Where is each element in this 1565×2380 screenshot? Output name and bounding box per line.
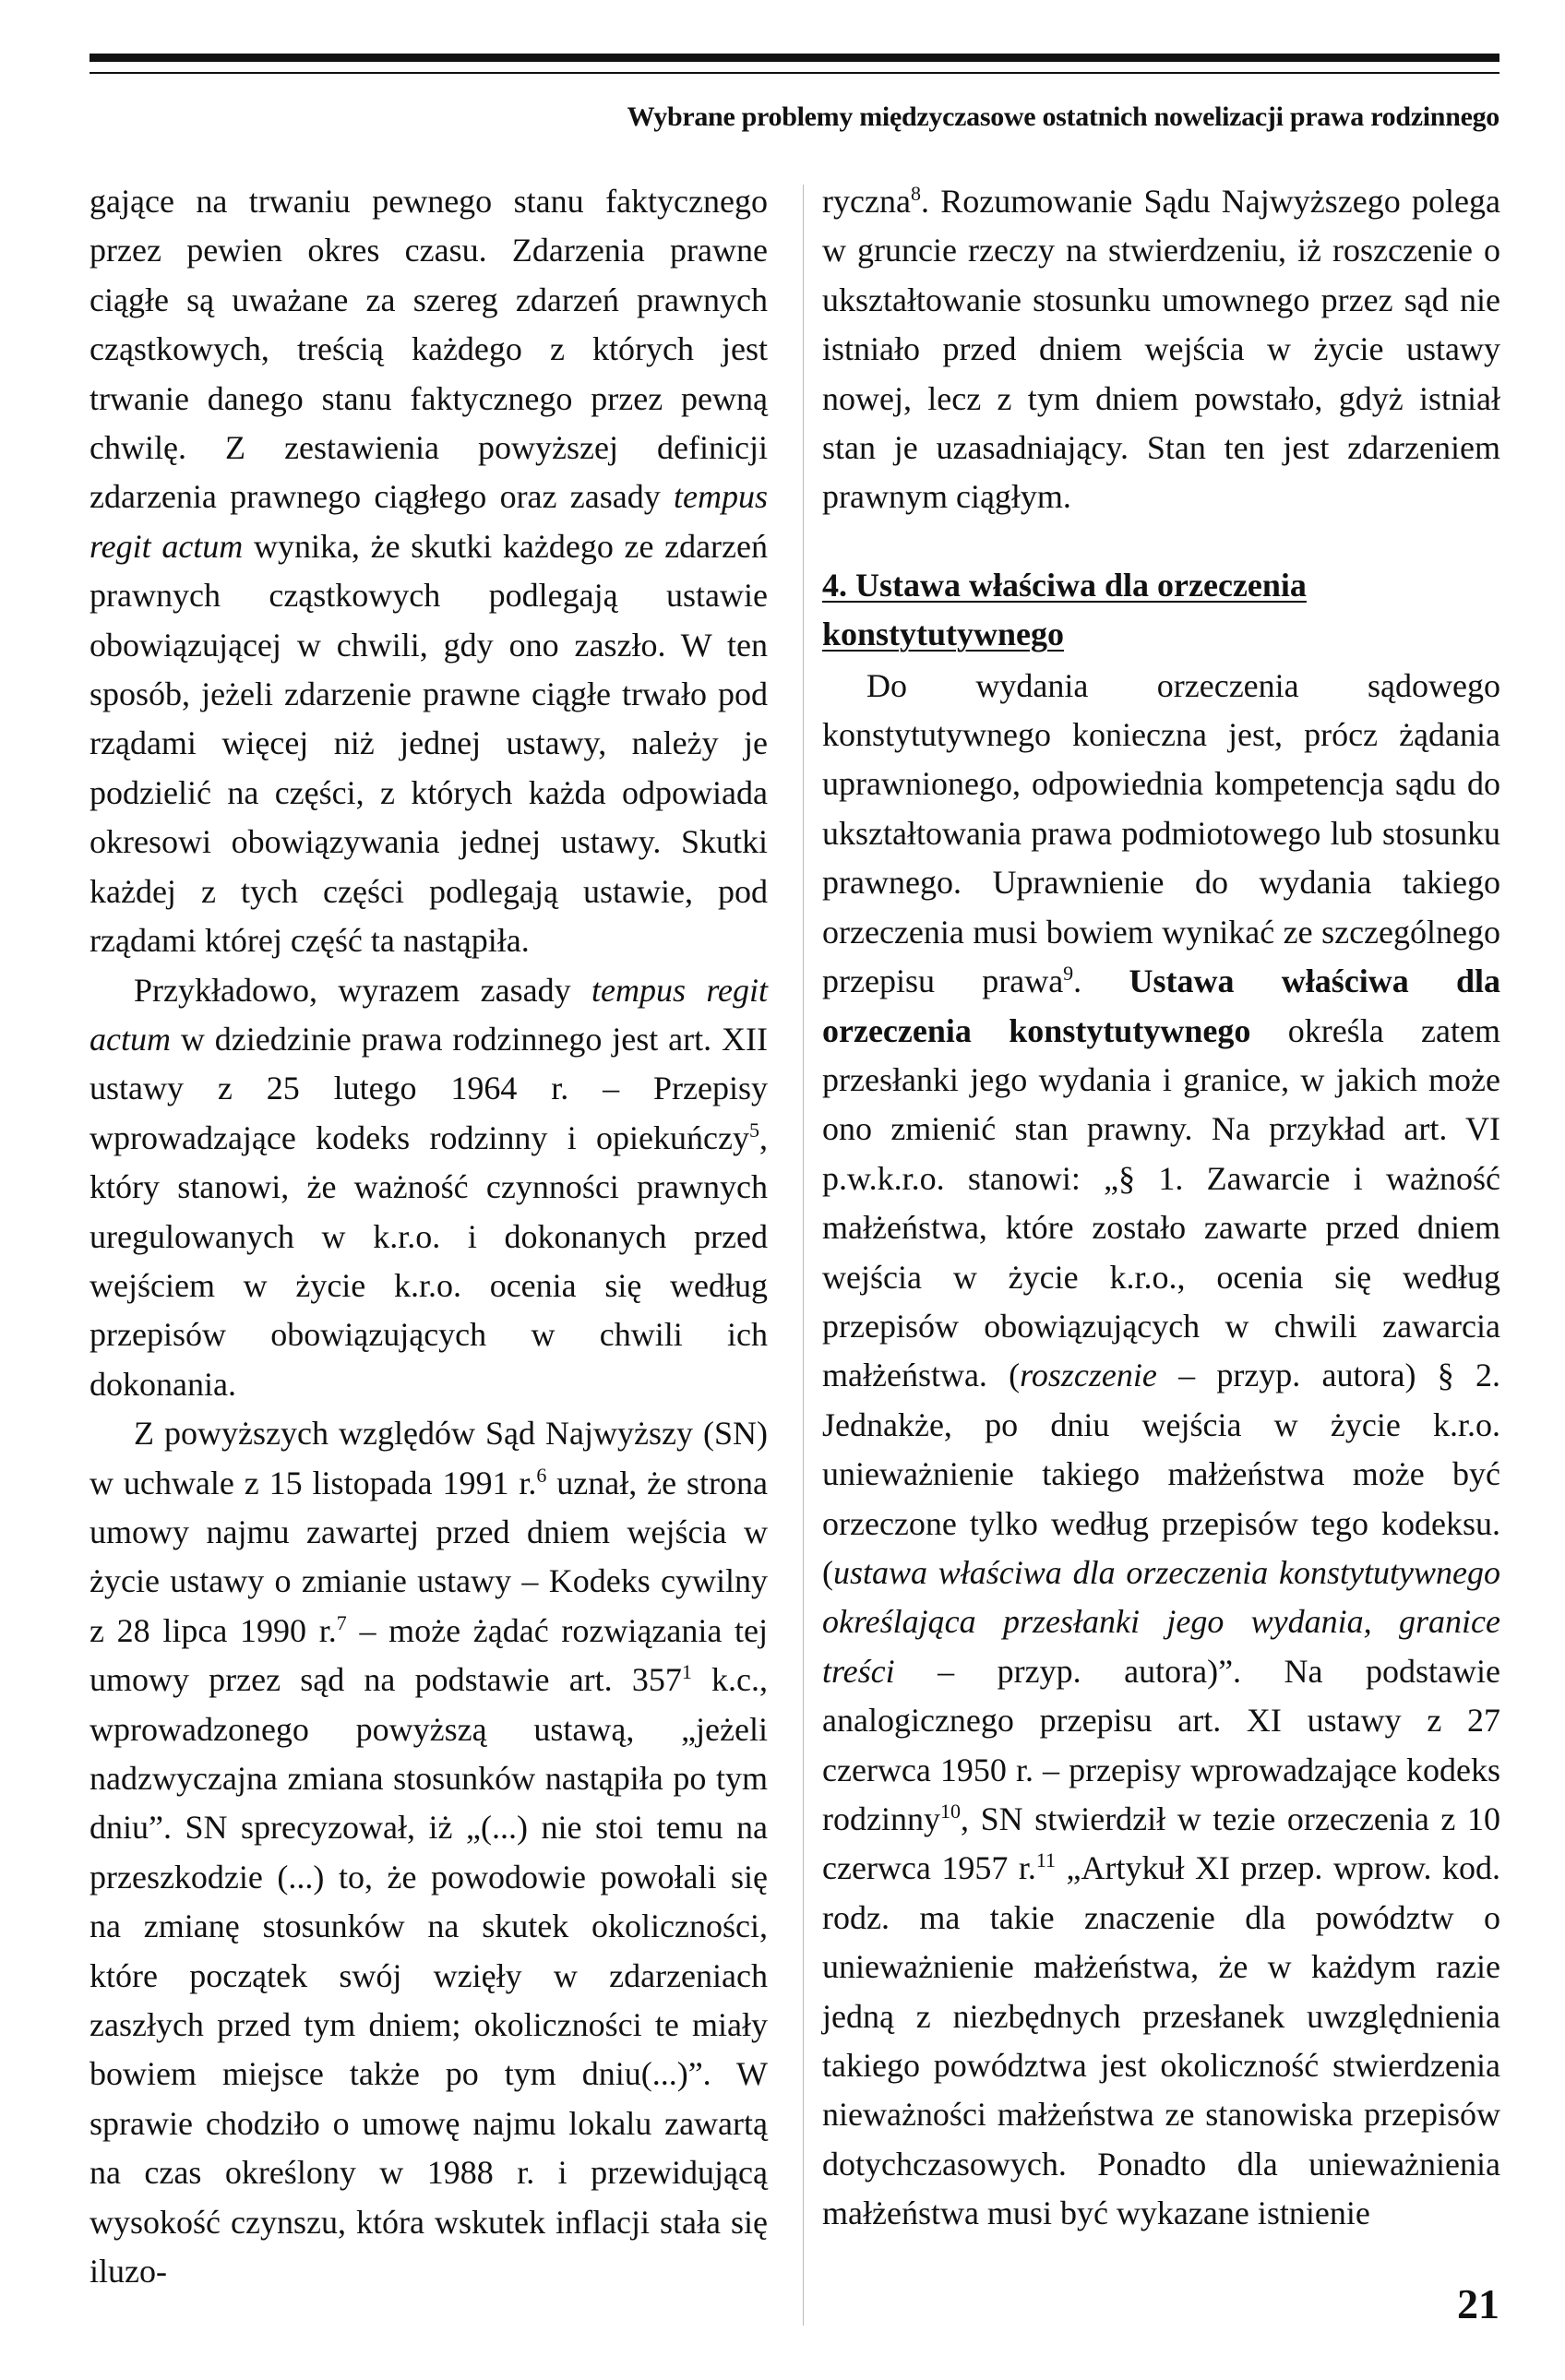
footnote-ref-7: 7 bbox=[336, 1610, 347, 1634]
left-paragraph-1 bbox=[90, 177, 768, 966]
footnote-ref-6: 6 bbox=[536, 1463, 547, 1487]
text-run: Z powyższych względów Sąd Najwyższy (SN) w uchwale z 15 listopada 1991 r. bbox=[90, 1415, 768, 1501]
right-paragraph-2 bbox=[822, 662, 1500, 2239]
italic-note: roszczenie bbox=[1020, 1357, 1157, 1394]
footnote-ref-5: 5 bbox=[749, 1118, 759, 1142]
text-run: Do wydania orzeczenia sądowego konstytutywnego konieczna jest, prócz żądania uprawnionego, odpowiednia kompetencja sądu do ukształtowania prawa podmiotowego lub stosunku prawnego. Uprawnienie do wydania takiego orzeczenia musi bowiem wynikać ze szczególnego przepisu prawa bbox=[822, 666, 1500, 1000]
text-run: . Rozumowanie Sądu Najwyższego polega w gruncie rzeczy na stwierdzeniu, iż roszczenie o ukształtowanie stosunku umownego przez sąd nie istniało przed dniem wejścia w życie ustawy nowej, lecz z tym dniem powstało, gdyż istniał stan je uzasadniający. Stan ten jest zdarzeniem prawnym ciągłym. bbox=[822, 183, 1500, 516]
text-run: gające na trwaniu pewnego stanu faktycznego przez pewien okres czasu. Zdarzenia prawne ciągłe są uważane za szereg zdarzeń prawnych cząstkowych, treścią każdego z których jest trwanie danego stanu faktycznego przez pewną chwilę. Z zestawienia powyższej definicji zdarzenia prawnego ciągłego oraz zasady bbox=[90, 183, 768, 516]
footnote-ref-8: 8 bbox=[910, 182, 921, 205]
column-divider bbox=[803, 185, 804, 2326]
text-run: wynika, że skutki każdego ze zdarzeń prawnych cząstkowych podlegają ustawie obowiązującej w chwili, gdy ono zaszło. W ten sposób, jeżeli zdarzenie prawne ciągłe trwało pod rządami więcej niż jednej ustawy, należy je podzielić na części, z których każda odpowiada okresowi obowiązywania jednej ustawy. Skutki każdej z tych części podlegają ustawie, pod rządami której część ta nastąpiła. bbox=[90, 527, 768, 960]
text-run: Przykładowo, wyrazem zasady bbox=[134, 971, 591, 1009]
text-run: – może żądać rozwiązania tej umowy przez sąd na podstawie art. 357 bbox=[90, 1611, 768, 1699]
header-rule-thin bbox=[90, 72, 1499, 74]
text-run: ryczna bbox=[822, 183, 911, 220]
text-run: , który stanowi, że ważność czynności prawnych uregulowanych w k.r.o. i dokonanych przed wejściem w życie k.r.o. ocenia się według przepisów obowiązujących w chwili ich dokonania. bbox=[90, 1118, 768, 1403]
text-run: , SN stwierdził w tezie orzeczenia z 10 czerwca 1957 r. bbox=[822, 1800, 1500, 1887]
text-run: w dziedzinie prawa rodzinnego jest art. XII ustawy z 25 lutego 1964 r. – Przepisy wprowadzające kodeks rodzinny i opiekuńczy bbox=[90, 1020, 768, 1156]
left-paragraph-2 bbox=[90, 966, 768, 1410]
left-paragraph-3 bbox=[90, 1409, 768, 2296]
text-run: . bbox=[1073, 963, 1129, 1000]
text-run: k.c., wprowadzonego powyższą ustawą, „jeżeli nadzwyczajna zmiana stosunków nastąpiła po tym dniu”. SN sprecyzował, iż „(...) nie stoi temu na przeszkodzie (...) to, że powodowie powołali się na zmianę stosunków na skutek okoliczności, które początek swój wzięły w zdarzeniach zaszłych przed tym dniem; okoliczności te miały bowiem miejsce także po tym dniu(...)”. W sprawie chodziło o umowę najmu lokalu zawartą na czas określony w 1988 r. i przewidującą wysokość czynszu, która wskutek inflacji stała się iluzo- bbox=[90, 1661, 769, 2290]
italic-note: ustawa właściwa dla orzeczenia konstytutywnego określająca przesłanki jego wydania, granice treści bbox=[822, 1553, 1500, 1690]
footnote-ref-11: 11 bbox=[1035, 1848, 1057, 1872]
text-run: – przyp. autora) § 2. Jednakże, po dniu wejścia w życie k.r.o. unieważnienie takiego małżeństwa może być orzeczone tylko według przepisów tego kodeksu. ( bbox=[822, 1357, 1500, 1591]
text-run: „Artykuł XI przep. wprow. kod. rodz. ma takie znaczenie dla powództw o unieważnienie małżeństwa, że w każdym razie jedną z niezbędnych przesłanek uwzględnienia takiego powództwa jest okoliczność stwierdzenia nieważności małżeństwa ze stanowiska przepisów dotychczasowych. Ponadto dla unieważnienia małżeństwa musi być wykazane istnienie bbox=[822, 1849, 1501, 2232]
italic-term: tempus regit actum bbox=[90, 478, 768, 565]
italic-term: tempus regit actum bbox=[90, 971, 768, 1058]
right-column bbox=[822, 177, 1500, 2239]
left-column bbox=[90, 177, 768, 2296]
bold-term: Ustawa właściwa dla orzeczenia konstytutywnego bbox=[822, 963, 1500, 1049]
page-number: 21 bbox=[1457, 2280, 1499, 2327]
right-paragraph-1 bbox=[822, 177, 1500, 522]
text-run: uznał, że strona umowy najmu zawartej przed dniem wejścia w życie ustawy o zmianie ustawy – Kodeks cywilny z 28 lipca 1990 r. bbox=[90, 1464, 768, 1649]
running-head: Wybrane problemy międzyczasowe ostatnich nowelizacji prawa rodzinnego bbox=[627, 102, 1499, 132]
text-run: – przyp. autora)”. Na podstawie analogicznego przepisu art. XI ustawy z 27 czerwca 1950 r. – przepisy wprowadzające kodeks rodzinny bbox=[822, 1652, 1500, 1837]
header-rule-thick bbox=[90, 54, 1499, 62]
section-heading: 4. Ustawa właściwa dla orzeczenia konstytutywnego bbox=[822, 566, 1307, 653]
article-superscript: 1 bbox=[681, 1660, 692, 1684]
footnote-ref-9: 9 bbox=[1063, 962, 1074, 986]
text-run: określa zatem przesłanki jego wydania i granice, w jakich może ono zmienić stan prawny. Na przykład art. VI p.w.k.r.o. stanowi: „§ 1. Zawarcie i ważność małżeństwa, które zostało zawarte przed dniem wejścia w życie k.r.o., ocenia się według przepisów obowiązujących w chwili zawarcia małżeństwa. ( bbox=[822, 1011, 1500, 1394]
footnote-ref-10: 10 bbox=[939, 1800, 961, 1823]
